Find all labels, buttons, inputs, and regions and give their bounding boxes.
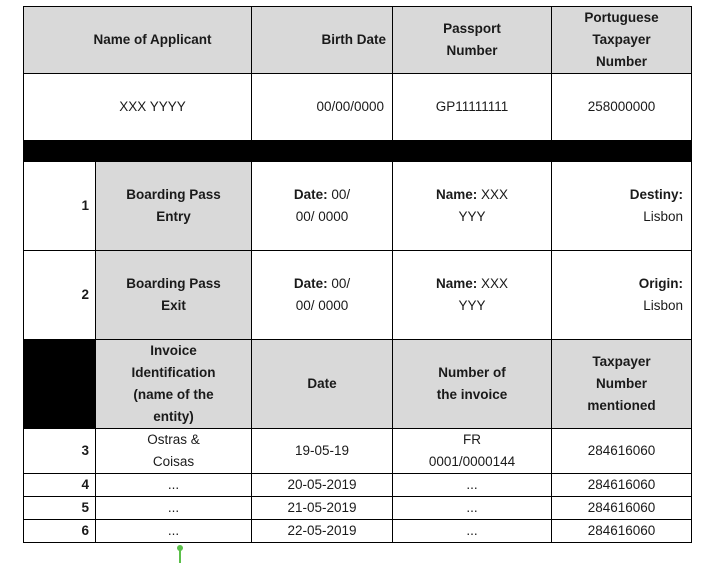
pin-marker-icon [177, 545, 183, 563]
boarding-pass-label: Boarding Pass Entry [96, 162, 252, 251]
invoice-taxpayer: 284616060 [552, 429, 692, 474]
header-invoice-date: Date [252, 340, 393, 429]
invoice-number: FR 0001/0000144 [393, 429, 552, 474]
document-table [23, 6, 692, 543]
boarding-pass-date: Date: 00/ 00/ 0000 [252, 251, 393, 340]
header-invoice-identification: Invoice Identification (name of the entity) [96, 340, 252, 429]
header-portuguese-taxpayer-number: Portuguese Taxpayer Number [552, 7, 692, 74]
invoice-entity: ... [96, 520, 252, 543]
invoice-date: 19-05-19 [252, 429, 393, 474]
boarding-pass-date: Date: 00/ 00/ 0000 [252, 162, 393, 251]
separator-cell [24, 141, 692, 162]
invoice-entity: ... [96, 497, 252, 520]
row-number: 2 [24, 251, 96, 340]
boarding-pass-row [24, 162, 692, 251]
boarding-pass-name: Name: XXX YYY [393, 162, 552, 251]
header-name-of-applicant: Name of Applicant [24, 7, 252, 74]
invoice-row [24, 474, 692, 497]
header-taxpayer-number-mentioned: Taxpayer Number mentioned [552, 340, 692, 429]
applicant-row [24, 74, 692, 141]
invoice-taxpayer: 284616060 [552, 520, 692, 543]
separator-bar [24, 141, 692, 162]
invoice-taxpayer: 284616060 [552, 497, 692, 520]
invoice-row [24, 497, 692, 520]
row-number: 4 [24, 474, 96, 497]
invoice-number: ... [393, 474, 552, 497]
row-number: 6 [24, 520, 96, 543]
applicant-name: XXX YYYY [24, 74, 252, 141]
header-passport-number: Passport Number [393, 7, 552, 74]
invoice-entity: ... [96, 474, 252, 497]
invoice-header-blank [24, 340, 96, 429]
invoice-date: 22-05-2019 [252, 520, 393, 543]
invoice-header-row [24, 340, 692, 429]
invoice-date: 21-05-2019 [252, 497, 393, 520]
invoice-date: 20-05-2019 [252, 474, 393, 497]
invoice-entity: Ostras & Coisas [96, 429, 252, 474]
invoice-row [24, 520, 692, 543]
boarding-pass-name: Name: XXX YYY [393, 251, 552, 340]
applicant-taxpayer: 258000000 [552, 74, 692, 141]
boarding-pass-origin: Origin: Lisbon [552, 251, 692, 340]
applicant-passport: GP11111111 [393, 74, 552, 141]
row-number: 1 [24, 162, 96, 251]
invoice-number: ... [393, 520, 552, 543]
applicant-header-row [24, 7, 692, 74]
row-number: 5 [24, 497, 96, 520]
boarding-pass-row [24, 251, 692, 340]
applicant-birth-date: 00/00/0000 [252, 74, 393, 141]
boarding-pass-destiny: Destiny: Lisbon [552, 162, 692, 251]
header-invoice-number: Number of the invoice [393, 340, 552, 429]
invoice-number: ... [393, 497, 552, 520]
pin-marker-dot [177, 545, 183, 551]
invoice-taxpayer: 284616060 [552, 474, 692, 497]
boarding-pass-label: Boarding Pass Exit [96, 251, 252, 340]
row-number: 3 [24, 429, 96, 474]
header-birth-date: Birth Date [252, 7, 393, 74]
invoice-row [24, 429, 692, 474]
pin-marker-stem [179, 549, 181, 563]
